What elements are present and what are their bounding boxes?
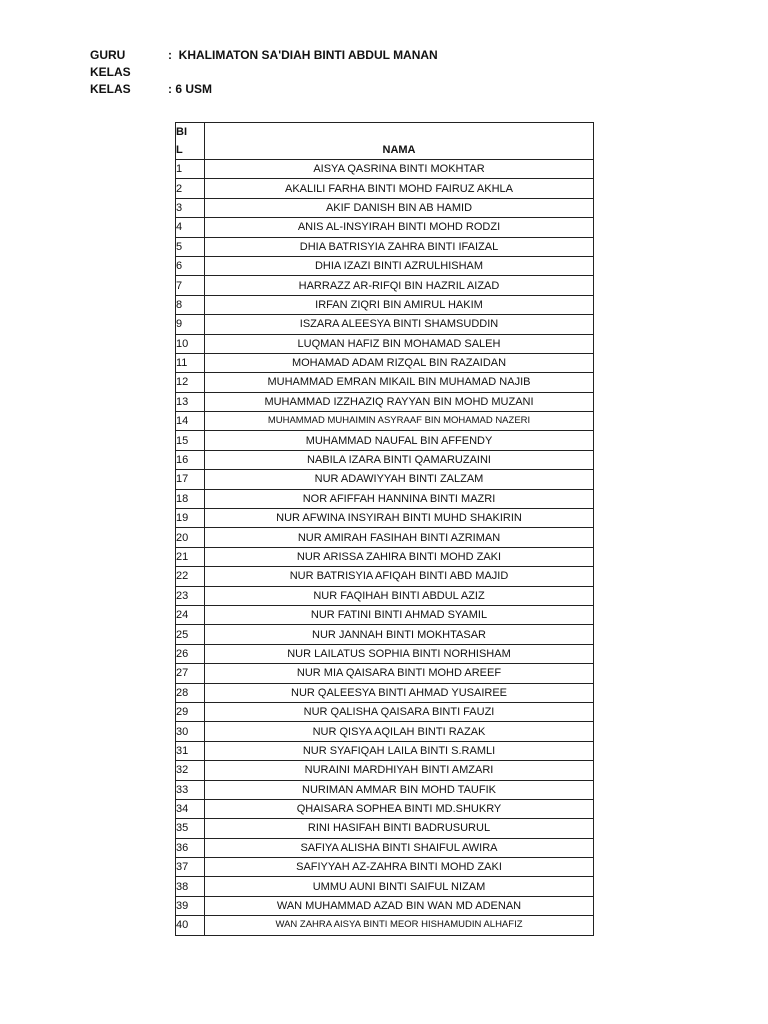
table-row: [176, 702, 594, 721]
row-number: 3: [176, 198, 205, 217]
table-row: [176, 547, 594, 566]
row-number: 33: [176, 780, 205, 799]
row-number: 38: [176, 877, 205, 896]
student-name: WAN MUHAMMAD AZAD BIN WAN MD ADENAN: [205, 896, 594, 915]
row-number: 5: [176, 237, 205, 256]
student-name: MUHAMMAD MUHAIMIN ASYRAAF BIN MOHAMAD NAZERI: [205, 412, 594, 431]
row-number: 25: [176, 625, 205, 644]
row-number: 24: [176, 605, 205, 624]
row-number: 4: [176, 218, 205, 237]
row-number: 26: [176, 644, 205, 663]
row-number: 19: [176, 509, 205, 528]
row-number: 36: [176, 838, 205, 857]
row-number: 8: [176, 295, 205, 314]
table-row: [176, 916, 594, 935]
row-number: 1: [176, 160, 205, 179]
student-name: ISZARA ALEESYA BINTI SHAMSUDDIN: [205, 315, 594, 334]
table-row: [176, 450, 594, 469]
row-number: 23: [176, 586, 205, 605]
row-number: 12: [176, 373, 205, 392]
student-name: NUR QALISHA QAISARA BINTI FAUZI: [205, 702, 594, 721]
row-number: 14: [176, 412, 205, 431]
row-number: 34: [176, 799, 205, 818]
row-number: 22: [176, 567, 205, 586]
row-number: 6: [176, 256, 205, 275]
student-name: DHIA IZAZI BINTI AZRULHISHAM: [205, 256, 594, 275]
table-row: [176, 315, 594, 334]
table-row: [176, 160, 594, 179]
student-name: NUR AMIRAH FASIHAH BINTI AZRIMAN: [205, 528, 594, 547]
table-row: [176, 276, 594, 295]
table-row: [176, 256, 594, 275]
row-number: 31: [176, 741, 205, 760]
student-name: WAN ZAHRA AISYA BINTI MEOR HISHAMUDIN ALHAFIZ: [205, 916, 594, 935]
table-row: [176, 509, 594, 528]
row-number: 20: [176, 528, 205, 547]
table-row: [176, 780, 594, 799]
row-number: 18: [176, 489, 205, 508]
bil-head-line2: L: [176, 144, 183, 156]
table-row: [176, 761, 594, 780]
student-roster-table: [175, 122, 594, 936]
table-row: [176, 373, 594, 392]
table-row: [176, 605, 594, 624]
student-name: NUR FATINI BINTI AHMAD SYAMIL: [205, 605, 594, 624]
student-name: UMMU AUNI BINTI SAIFUL NIZAM: [205, 877, 594, 896]
student-name: RINI HASIFAH BINTI BADRUSURUL: [205, 819, 594, 838]
table-row: [176, 392, 594, 411]
table-row: [176, 664, 594, 683]
teacher-value: : KHALIMATON SA'DIAH BINTI ABDUL MANAN: [168, 48, 438, 62]
student-name: LUQMAN HAFIZ BIN MOHAMAD SALEH: [205, 334, 594, 353]
student-name: QHAISARA SOPHEA BINTI MD.SHUKRY: [205, 799, 594, 818]
table-row: [176, 567, 594, 586]
table-row: [176, 799, 594, 818]
row-number: 11: [176, 353, 205, 372]
student-name: MUHAMMAD EMRAN MIKAIL BIN MUHAMAD NAJIB: [205, 373, 594, 392]
student-name: SAFIYYAH AZ-ZAHRA BINTI MOHD ZAKI: [205, 858, 594, 877]
table-row: [176, 198, 594, 217]
row-number: 27: [176, 664, 205, 683]
teacher-label: GURU KELAS: [90, 48, 131, 79]
table-header-row: [176, 123, 594, 160]
row-number: 16: [176, 450, 205, 469]
table-row: [176, 838, 594, 857]
table-row: [176, 218, 594, 237]
row-number: 10: [176, 334, 205, 353]
table-row: [176, 644, 594, 663]
table-row: [176, 489, 594, 508]
student-name: NUR SYAFIQAH LAILA BINTI S.RAMLI: [205, 741, 594, 760]
table-row: [176, 353, 594, 372]
table-row: [176, 722, 594, 741]
student-name: NUR ARISSA ZAHIRA BINTI MOHD ZAKI: [205, 547, 594, 566]
table-row: [176, 295, 594, 314]
table-row: [176, 586, 594, 605]
student-name: NUR FAQIHAH BINTI ABDUL AZIZ: [205, 586, 594, 605]
row-number: 13: [176, 392, 205, 411]
row-number: 15: [176, 431, 205, 450]
row-number: 28: [176, 683, 205, 702]
student-name: MOHAMAD ADAM RIZQAL BIN RAZAIDAN: [205, 353, 594, 372]
student-name: NUR BATRISYIA AFIQAH BINTI ABD MAJID: [205, 567, 594, 586]
class-value: : 6 USM: [168, 82, 213, 96]
class-label: KELAS: [90, 82, 131, 96]
row-number: 32: [176, 761, 205, 780]
table-row: [176, 334, 594, 353]
column-header-nama: NAMA: [205, 123, 594, 160]
row-number: 35: [176, 819, 205, 838]
student-name: MUHAMMAD NAUFAL BIN AFFENDY: [205, 431, 594, 450]
row-number: 9: [176, 315, 205, 334]
table-row: [176, 683, 594, 702]
student-name: NUR ADAWIYYAH BINTI ZALZAM: [205, 470, 594, 489]
student-name: AKALILI FARHA BINTI MOHD FAIRUZ AKHLA: [205, 179, 594, 198]
teacher-row: [90, 47, 438, 81]
student-name: MUHAMMAD IZZHAZIQ RAYYAN BIN MOHD MUZANI: [205, 392, 594, 411]
student-name: NUR AFWINA INSYIRAH BINTI MUHD SHAKIRIN: [205, 509, 594, 528]
table-row: [176, 858, 594, 877]
table-row: [176, 741, 594, 760]
table-row: [176, 431, 594, 450]
class-row: [90, 81, 438, 98]
student-name: NURIMAN AMMAR BIN MOHD TAUFIK: [205, 780, 594, 799]
student-name: NUR QISYA AQILAH BINTI RAZAK: [205, 722, 594, 741]
student-name: NURAINI MARDHIYAH BINTI AMZARI: [205, 761, 594, 780]
student-name: NUR QALEESYA BINTI AHMAD YUSAIREE: [205, 683, 594, 702]
table-row: [176, 237, 594, 256]
student-name: IRFAN ZIQRI BIN AMIRUL HAKIM: [205, 295, 594, 314]
row-number: 21: [176, 547, 205, 566]
bil-head-line1: BI: [176, 126, 187, 138]
student-name: NABILA IZARA BINTI QAMARUZAINI: [205, 450, 594, 469]
student-name: NUR JANNAH BINTI MOKHTASAR: [205, 625, 594, 644]
column-header-bil: [176, 123, 205, 160]
student-name: DHIA BATRISYIA ZAHRA BINTI IFAIZAL: [205, 237, 594, 256]
table-row: [176, 412, 594, 431]
student-name: AISYA QASRINA BINTI MOKHTAR: [205, 160, 594, 179]
student-name: NUR LAILATUS SOPHIA BINTI NORHISHAM: [205, 644, 594, 663]
row-number: 37: [176, 858, 205, 877]
table-row: [176, 896, 594, 915]
student-name: SAFIYA ALISHA BINTI SHAIFUL AWIRA: [205, 838, 594, 857]
table-row: [176, 470, 594, 489]
table-row: [176, 877, 594, 896]
table-row: [176, 819, 594, 838]
row-number: 39: [176, 896, 205, 915]
student-name: HARRAZZ AR-RIFQI BIN HAZRIL AIZAD: [205, 276, 594, 295]
student-name: AKIF DANISH BIN AB HAMID: [205, 198, 594, 217]
roster-body: [176, 160, 594, 936]
table-row: [176, 528, 594, 547]
table-row: [176, 179, 594, 198]
document-header: [90, 47, 438, 98]
table-row: [176, 625, 594, 644]
row-number: 7: [176, 276, 205, 295]
row-number: 29: [176, 702, 205, 721]
row-number: 2: [176, 179, 205, 198]
student-name: ANIS AL-INSYIRAH BINTI MOHD RODZI: [205, 218, 594, 237]
student-name: NUR MIA QAISARA BINTI MOHD AREEF: [205, 664, 594, 683]
student-name: NOR AFIFFAH HANNINA BINTI MAZRI: [205, 489, 594, 508]
row-number: 17: [176, 470, 205, 489]
row-number: 40: [176, 916, 205, 935]
row-number: 30: [176, 722, 205, 741]
